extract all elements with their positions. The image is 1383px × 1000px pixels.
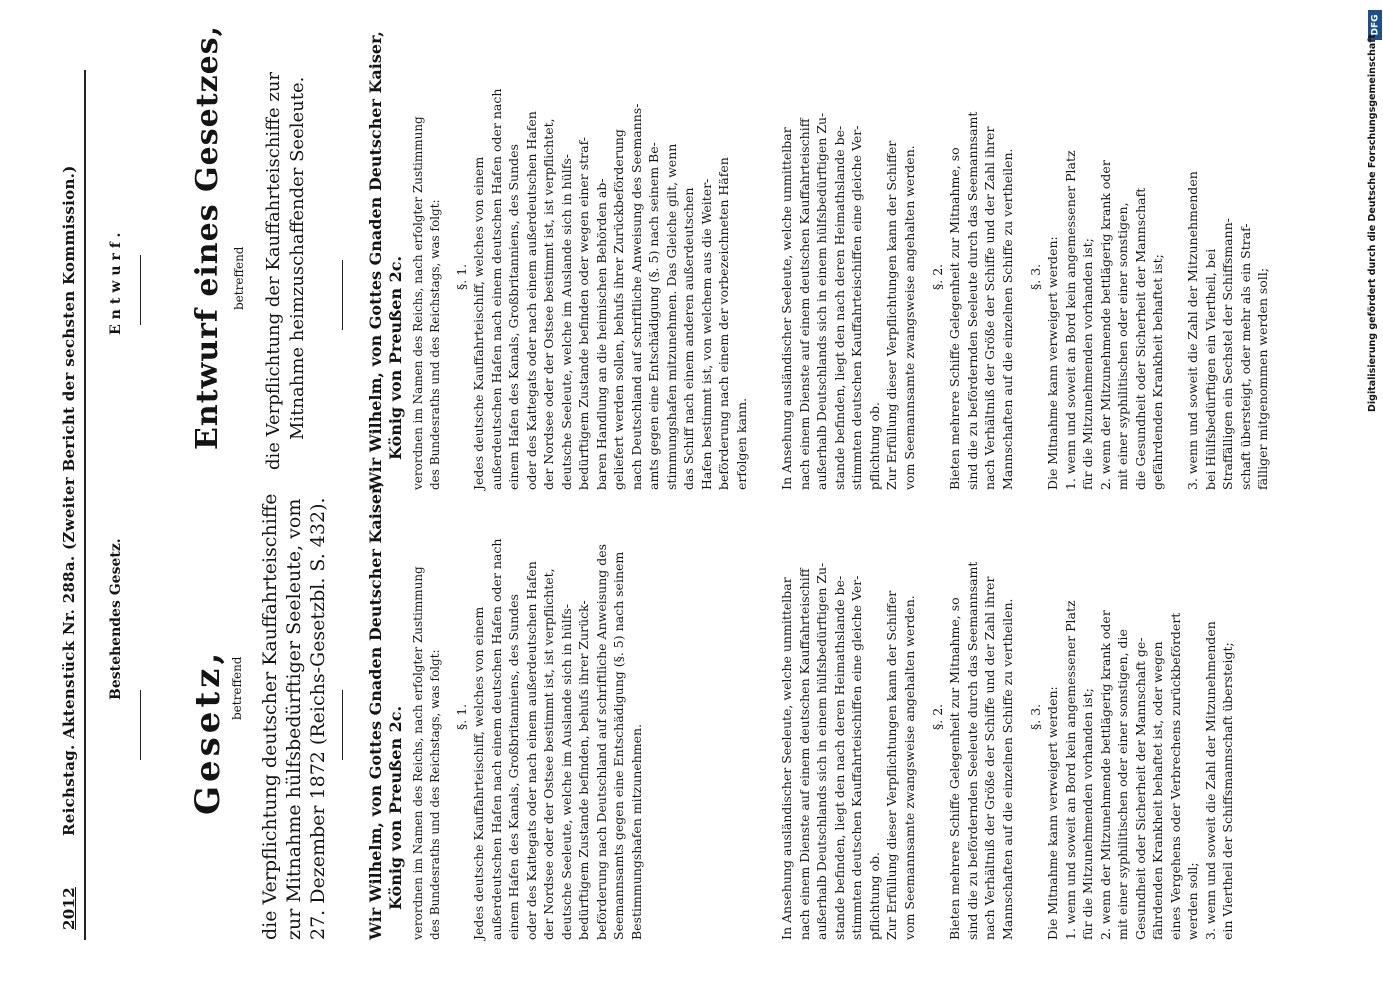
left-s1b-line: stande befinden, liegt den nach deren Heimathslande be- bbox=[831, 575, 847, 940]
right-s1b-line: stimmten deutschen Kauffahrteischiffen eine gleiche Ver- bbox=[849, 125, 864, 490]
right-s1-line: Jedes deutsche Kauffahrteischiff, welches von einem bbox=[471, 156, 486, 490]
left-subject-line: zur Mitnahme hülfsbedürftiger Seeleute, vom bbox=[283, 498, 305, 940]
right-s2-line: sind die zu befördernden Seeleute durch das Seemannsamt bbox=[964, 111, 980, 490]
right-s3-text bbox=[1044, 150, 1272, 490]
right-s3-line: 2. wenn der Mitzunehmende bettlägerig krank oder bbox=[1097, 160, 1113, 490]
left-s3-heading: §. 3. bbox=[1028, 703, 1043, 730]
left-s3-line: für die Mitzunehmenden vorhanden ist; bbox=[1080, 688, 1095, 940]
page-header bbox=[60, 165, 78, 930]
left-s3-line: 2. wenn der Mitzunehmende bettlägerig krank oder bbox=[1097, 610, 1113, 940]
left-s1b-line: vom Seemannsamte zwangsweise angehalten werden. bbox=[901, 595, 917, 940]
left-s1b-line: stimmten deutschen Kauffahrteischiffen eine gleiche Ver- bbox=[849, 575, 864, 940]
right-s1b-line: stande befinden, liegt den nach deren Heimathslande be- bbox=[831, 125, 847, 490]
right-s3-line: Die Mitnahme kann verweigert werden: bbox=[1045, 236, 1060, 490]
left-verordnen-line: des Bundesraths und des Reichstags, was folgt: bbox=[428, 649, 442, 940]
right-king bbox=[366, 31, 406, 490]
right-s2-line: Mannschaften auf die einzelnen Schiffe zu vertheilen. bbox=[999, 148, 1015, 490]
left-s3-line: eines Vergehens oder Verbrechens zurückbefördert bbox=[1167, 612, 1183, 940]
right-s2-line: Bieten mehrere Schiffe Gelegenheit zur Mitnahme, so bbox=[947, 147, 962, 490]
right-s1-heading: §. 1. bbox=[454, 263, 469, 290]
left-s1b-line: Zur Erfüllung dieser Verpflichtungen kann der Schiffer bbox=[884, 590, 899, 940]
right-s3-line: bei Hülfsbedürftigen ein Viertheil, bei bbox=[1202, 248, 1218, 490]
right-s1-line: beförderung nach einem der vorbezeichneten Häfen bbox=[716, 157, 731, 490]
right-s3-line: schaft übersteigt, oder mehr als ein Straf- bbox=[1237, 223, 1253, 490]
left-s1b-line: außerhalb Deutschlands sich in einem hülfsbedürftigen Zu- bbox=[814, 562, 829, 940]
right-s3-line: die Gesundheit oder Sicherheit der Mannschaft bbox=[1132, 187, 1148, 490]
right-s3-line: 3. wenn und soweit die Zahl der Mitzunehmenden bbox=[1185, 171, 1200, 490]
left-s1-line: deutsche Seeleute, welche im Auslande sich in hülfs- bbox=[558, 603, 574, 940]
right-s1-line: amts gegen eine Entschädigung (§. 5) nach seinem Be- bbox=[646, 142, 661, 490]
left-s1-text bbox=[470, 539, 645, 940]
right-king-line: Wir Wilhelm, von Gottes Gnaden Deutscher Kaiser, bbox=[366, 31, 385, 490]
right-subject bbox=[262, 72, 310, 470]
right-s1-line: stimmungshafen mitzunehmen. Das Gleiche gilt, wenn bbox=[663, 143, 679, 490]
right-s1b-line: außerhalb Deutschlands sich in einem hülfsbedürftigen Zu- bbox=[814, 112, 829, 490]
right-betreffend: betreffend bbox=[232, 246, 246, 310]
right-s1-line: außerdeutschen Hafen nach einem deutschen Hafen oder nach bbox=[488, 88, 504, 490]
left-s3-line: werden soll; bbox=[1185, 862, 1200, 940]
left-s1-line: bedürftigem Zustande befinden, behufs ihrer Zurück- bbox=[576, 600, 591, 940]
left-short-rule-2 bbox=[342, 690, 343, 760]
right-s1-line: Hafen bestimmt ist, von welchem aus die Weiter- bbox=[698, 178, 714, 490]
right-s1b-line: pflichtung ob. bbox=[866, 402, 882, 490]
left-king-line: König von Preußen 2c. bbox=[386, 705, 405, 910]
right-s2-heading: §. 2. bbox=[930, 263, 945, 290]
right-s1-text bbox=[470, 89, 750, 490]
left-verordnen bbox=[410, 566, 444, 940]
left-subject bbox=[258, 493, 330, 940]
left-s1-line: oder des Kattegats oder nach einem außerdeutschen Hafen bbox=[523, 561, 539, 940]
left-betreffend: betreffend bbox=[230, 656, 244, 720]
right-s3-line: fälliger mitgenommen werden soll; bbox=[1255, 267, 1270, 490]
left-s1-line: beförderung nach Deutschland auf schriftliche Anweisung des bbox=[593, 543, 609, 940]
right-heading: Entwurf. bbox=[108, 227, 124, 335]
right-s3-heading: §. 3. bbox=[1028, 263, 1043, 290]
right-s3-line bbox=[1167, 150, 1185, 490]
right-s1-line: einem Hafen des Kanals, Großbritanniens, des Sundes bbox=[506, 144, 521, 490]
left-s3-text bbox=[1044, 600, 1237, 940]
right-s1-line: baren Handlung an die heimischen Behörden ab- bbox=[593, 178, 609, 490]
left-s2-text bbox=[946, 562, 1016, 940]
left-s3-line: Die Mitnahme kann verweigert werden: bbox=[1045, 686, 1060, 940]
right-verordnen bbox=[410, 116, 444, 490]
left-s1-line: Jedes deutsche Kauffahrteischiff, welches von einem bbox=[471, 606, 486, 940]
left-subject-line: die Verpflichtung deutscher Kauffahrteischiffe bbox=[259, 493, 281, 940]
right-s1b-line: vom Seemannsamte zwangsweise angehalten werden. bbox=[901, 145, 917, 490]
left-s3-line: ein Viertheil der Schiffsmannschaft übersteigt; bbox=[1220, 642, 1235, 940]
right-verordnen-line: des Bundesraths und des Reichstags, was folgt: bbox=[428, 199, 442, 490]
left-subject-line: 27. Dezember 1872 (Reichs-Gesetzbl. S. 432). bbox=[307, 497, 329, 940]
right-s1-line: das Schiff nach einem anderen außerdeutschen bbox=[681, 187, 696, 490]
left-s2-heading: §. 2. bbox=[930, 703, 945, 730]
left-s1-line: der Nordsee oder der Ostsee bestimmt ist, ist verpflichtet, bbox=[541, 568, 556, 940]
right-s3-line: 1. wenn und soweit an Bord kein angemessener Platz bbox=[1062, 150, 1078, 490]
header-rule bbox=[84, 70, 86, 940]
header-text: Reichstag. Aktenstück Nr. 288a. (Zweiter Bericht der sechsten Kommission.) bbox=[60, 165, 78, 836]
right-short-rule-1 bbox=[140, 255, 141, 325]
right-verordnen-line: verordnen im Namen des Reichs, nach erfolgter Zustimmung bbox=[411, 116, 425, 490]
right-s3-line: mit einer syphilitischen oder einer sonstigen, bbox=[1115, 202, 1130, 490]
right-s1-line: nach Deutschland auf schriftliche Anweisung des Seemanns- bbox=[628, 103, 644, 490]
left-s2-line: Mannschaften auf die einzelnen Schiffe zu vertheilen. bbox=[999, 598, 1015, 940]
left-s1-line: Bestimmungshafen mitzunehmen. bbox=[628, 723, 644, 940]
left-king bbox=[366, 481, 406, 940]
left-s1-heading: §. 1. bbox=[454, 703, 469, 730]
left-short-rule-1 bbox=[140, 690, 141, 760]
right-s1b-line: nach einem Dienste auf einem deutschen Kauffahrteischiff bbox=[796, 118, 812, 490]
right-s3-line: Straffälligen ein Sechstel der Schiffsmann- bbox=[1220, 218, 1235, 490]
left-s2-line: sind die zu befördernden Seeleute durch das Seemannsamt bbox=[964, 561, 980, 940]
left-king-line: Wir Wilhelm, von Gottes Gnaden Deutscher Kaiser, bbox=[366, 481, 385, 940]
left-s1b-text bbox=[778, 563, 918, 940]
left-s3-line: Gesundheit oder Sicherheit der Mannschaft ge- bbox=[1132, 637, 1148, 940]
right-subject-line: Mitnahme heimzuschaffender Seeleute. bbox=[287, 76, 308, 440]
left-s3-line: mit einer syphilitischen oder einer sonstigen, die bbox=[1115, 629, 1130, 940]
right-king-line: König von Preußen 2c. bbox=[386, 255, 405, 460]
right-s1-line: der Nordsee oder der Ostsee bestimmt ist, ist verpflichtet, bbox=[541, 118, 556, 490]
left-title: Gesetz, bbox=[188, 648, 228, 815]
right-s1b-text bbox=[778, 113, 918, 490]
right-short-rule-2 bbox=[342, 260, 343, 330]
dfg-logo: DFG bbox=[1368, 10, 1382, 40]
left-s3-line: 3. wenn und soweit die Zahl der Mitzunehmenden bbox=[1202, 621, 1218, 940]
right-s1-line: erfolgen kann. bbox=[733, 397, 749, 490]
left-s1-line: außerdeutschen Hafen nach einem deutschen Hafen oder nach bbox=[488, 538, 504, 940]
right-s2-text bbox=[946, 112, 1016, 490]
right-s1-line: deutsche Seeleute, welche im Auslande sich in hülfs- bbox=[558, 153, 574, 490]
right-s1-line: geliefert werden sollen, behufs ihrer Zurückbeförderung bbox=[611, 129, 626, 490]
left-s3-line: 1. wenn und soweit an Bord kein angemessener Platz bbox=[1062, 600, 1078, 940]
left-s1b-line: In Ansehung ausländischer Seeleute, welche unmittelbar bbox=[779, 577, 794, 940]
right-s1-line: bedürftigem Zustande befinden oder wegen einer straf- bbox=[576, 136, 591, 490]
left-s2-line: nach Verhältniß der Größe der Schiffe und der Zahl ihrer bbox=[982, 576, 997, 940]
left-s2-line: Bieten mehrere Schiffe Gelegenheit zur Mitnahme, so bbox=[947, 597, 962, 940]
left-s1b-line: nach einem Dienste auf einem deutschen Kauffahrteischiff bbox=[796, 568, 812, 940]
left-verordnen-line: verordnen im Namen des Reichs, nach erfolgter Zustimmung bbox=[411, 566, 425, 940]
left-s1-line: Seemannsamts gegen eine Entschädigung (§. 5) nach seinem bbox=[611, 551, 626, 940]
right-s1-line: oder des Kattegats oder nach einem außerdeutschen Hafen bbox=[523, 111, 539, 490]
page-number: 2012 bbox=[60, 887, 78, 930]
right-s3-line: gefährdenden Krankheit behaftet ist; bbox=[1150, 254, 1165, 490]
left-s3-line: fährdenden Krankheit behaftet ist, oder wegen bbox=[1150, 641, 1165, 940]
right-s3-line: für die Mitzunehmenden vorhanden ist; bbox=[1080, 238, 1095, 490]
right-title: Entwurf eines Gesetzes, bbox=[190, 24, 225, 450]
right-s1b-line: In Ansehung ausländischer Seeleute, welche unmittelbar bbox=[779, 127, 794, 490]
left-s1-line: einem Hafen des Kanals, Großbritanniens, des Sundes bbox=[506, 594, 521, 940]
left-s1b-line: pflichtung ob. bbox=[866, 852, 882, 940]
left-heading: Bestehendes Gesetz. bbox=[108, 538, 124, 700]
right-s2-line: nach Verhältniß der Größe der Schiffe und der Zahl ihrer bbox=[982, 126, 997, 490]
digitization-credit: Digitalisierung gefördert durch die Deutsche Forschungsgemeinschaft bbox=[1367, 34, 1378, 412]
right-s1b-line: Zur Erfüllung dieser Verpflichtungen kann der Schiffer bbox=[884, 140, 899, 490]
right-subject-line: die Verpflichtung der Kauffahrteischiffe zur bbox=[263, 71, 284, 470]
